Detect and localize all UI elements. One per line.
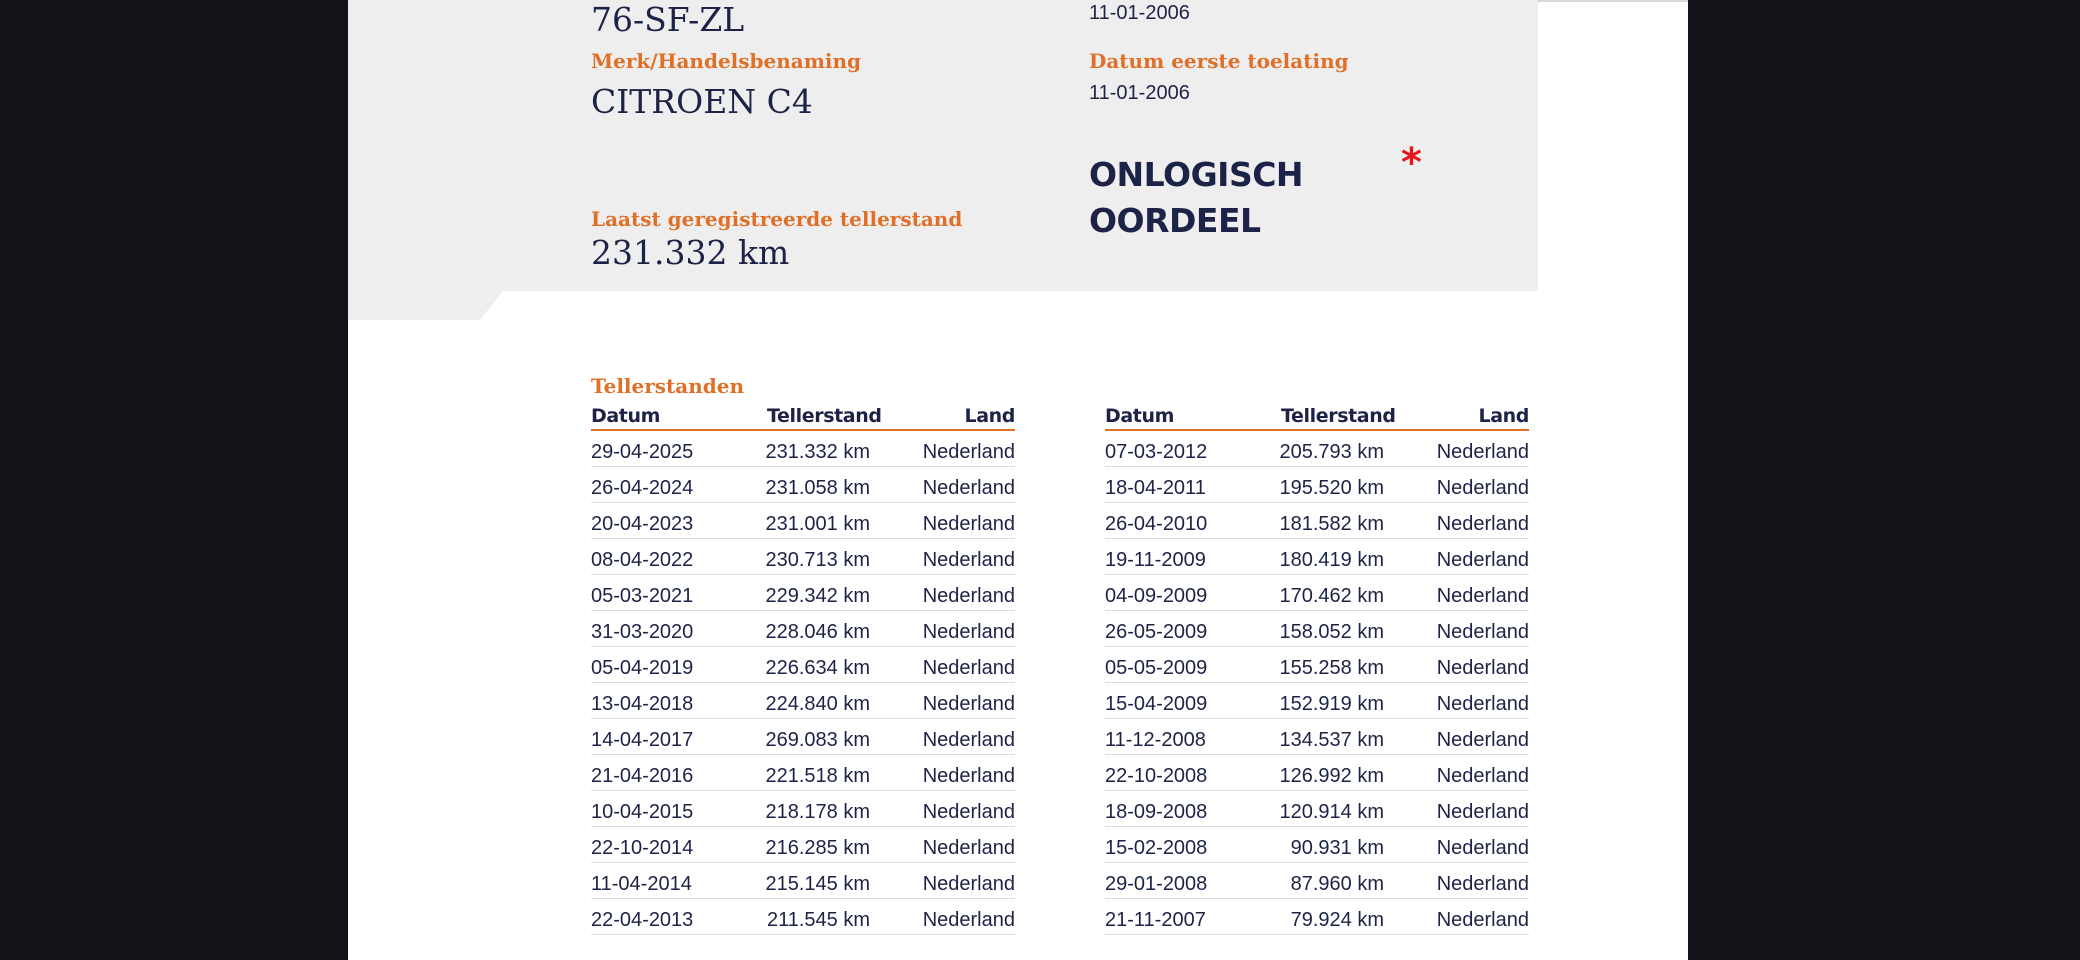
cell-date: 18-04-2011	[1105, 477, 1206, 499]
cell-date: 08-04-2022	[591, 549, 694, 571]
table-row	[1105, 899, 1529, 935]
cell-date: 31-03-2020	[591, 621, 694, 643]
cell-country: Nederland	[922, 909, 1015, 931]
cell-odometer: 90.931 km	[1290, 837, 1384, 859]
readings-title: Tellerstanden	[591, 374, 745, 398]
verdict-asterisk: *	[1401, 140, 1422, 186]
cell-country: Nederland	[922, 801, 1015, 823]
cell-date: 26-04-2024	[591, 477, 694, 499]
cell-odometer: 120.914 km	[1279, 801, 1384, 823]
cell-date: 05-04-2019	[591, 657, 694, 679]
cell-date: 26-04-2010	[1105, 513, 1208, 535]
table-header	[591, 405, 1015, 431]
cell-date: 05-05-2009	[1105, 657, 1208, 679]
table-body	[591, 431, 1015, 935]
table-row	[1105, 503, 1529, 539]
cell-date: 10-04-2015	[591, 801, 694, 823]
registration-date: 11-01-2006	[1089, 2, 1190, 24]
header-odometer: Tellerstand	[767, 405, 882, 427]
cell-odometer: 218.178 km	[765, 801, 870, 823]
cell-date: 21-11-2007	[1105, 909, 1206, 931]
cell-country: Nederland	[1436, 657, 1529, 679]
cell-odometer: 211.545 km	[766, 909, 870, 931]
cell-country: Nederland	[922, 765, 1015, 787]
cell-country: Nederland	[1436, 477, 1529, 499]
header-odometer: Tellerstand	[1281, 405, 1396, 427]
cell-country: Nederland	[922, 441, 1015, 463]
cell-date: 15-04-2009	[1105, 693, 1208, 715]
table-row	[1105, 467, 1529, 503]
table-row	[591, 575, 1015, 611]
cell-date: 22-04-2013	[591, 909, 694, 931]
cell-odometer: 221.518 km	[765, 765, 870, 787]
cell-country: Nederland	[1436, 585, 1529, 607]
table-row	[1105, 431, 1529, 467]
cell-odometer: 79.924 km	[1290, 909, 1384, 931]
header-country: Land	[1478, 405, 1529, 427]
table-row	[591, 719, 1015, 755]
cell-country: Nederland	[922, 477, 1015, 499]
table-row	[1105, 863, 1529, 899]
table-row	[1105, 647, 1529, 683]
cell-date: 19-11-2009	[1105, 549, 1206, 571]
table-row	[1105, 539, 1529, 575]
table-row	[591, 827, 1015, 863]
cell-country: Nederland	[922, 873, 1015, 895]
cell-country: Nederland	[1436, 729, 1529, 751]
table-row	[591, 539, 1015, 575]
cell-country: Nederland	[922, 729, 1015, 751]
table-row	[591, 791, 1015, 827]
cell-date: 29-04-2025	[591, 441, 694, 463]
cell-odometer: 226.634 km	[765, 657, 870, 679]
cell-date: 04-09-2009	[1105, 585, 1208, 607]
table-row	[591, 647, 1015, 683]
table-header	[1105, 405, 1529, 431]
cell-odometer: 228.046 km	[765, 621, 870, 643]
report-page	[348, 0, 1688, 960]
cell-country: Nederland	[922, 585, 1015, 607]
cell-date: 22-10-2008	[1105, 765, 1208, 787]
cell-country: Nederland	[922, 657, 1015, 679]
cell-odometer: 231.001 km	[765, 513, 870, 535]
cell-odometer: 269.083 km	[765, 729, 870, 751]
cell-odometer: 231.332 km	[765, 441, 870, 463]
cell-country: Nederland	[1436, 765, 1529, 787]
cell-odometer: 205.793 km	[1279, 441, 1384, 463]
header-country: Land	[964, 405, 1015, 427]
license-plate: 76-SF-ZL	[591, 0, 745, 39]
table-row	[1105, 719, 1529, 755]
cell-country: Nederland	[922, 837, 1015, 859]
readings-table-right	[1105, 405, 1529, 935]
vehicle-info-panel	[348, 0, 1538, 320]
cell-odometer: 126.992 km	[1279, 765, 1384, 787]
cell-date: 07-03-2012	[1105, 441, 1208, 463]
cell-odometer: 216.285 km	[765, 837, 870, 859]
cell-date: 15-02-2008	[1105, 837, 1208, 859]
cell-odometer: 224.840 km	[765, 693, 870, 715]
cell-date: 13-04-2018	[591, 693, 694, 715]
first-admission-value: 11-01-2006	[1089, 82, 1190, 104]
table-row	[1105, 827, 1529, 863]
table-body	[1105, 431, 1529, 935]
cell-country: Nederland	[1436, 549, 1529, 571]
cell-date: 21-04-2016	[591, 765, 694, 787]
cell-country: Nederland	[922, 621, 1015, 643]
cell-country: Nederland	[922, 693, 1015, 715]
table-row	[591, 431, 1015, 467]
verdict	[1089, 152, 1303, 244]
cell-country: Nederland	[922, 549, 1015, 571]
verdict-line-1: ONLOGISCH	[1089, 155, 1304, 194]
first-admission-label: Datum eerste toelating	[1089, 49, 1349, 73]
cell-date: 20-04-2023	[591, 513, 694, 535]
cell-country: Nederland	[1436, 693, 1529, 715]
cell-odometer: 180.419 km	[1279, 549, 1384, 571]
cell-odometer: 229.342 km	[765, 585, 870, 607]
cell-odometer: 152.919 km	[1279, 693, 1384, 715]
brand-label: Merk/Handelsbenaming	[591, 49, 862, 73]
cell-odometer: 231.058 km	[765, 477, 870, 499]
cell-date: 11-04-2014	[591, 873, 692, 895]
table-row	[1105, 575, 1529, 611]
cell-country: Nederland	[1436, 441, 1529, 463]
cell-odometer: 215.145 km	[765, 873, 870, 895]
table-row	[591, 683, 1015, 719]
cell-date: 05-03-2021	[591, 585, 694, 607]
cell-country: Nederland	[1436, 513, 1529, 535]
cell-country: Nederland	[922, 513, 1015, 535]
brand-value: CITROEN C4	[591, 82, 813, 121]
cell-country: Nederland	[1436, 621, 1529, 643]
table-row	[591, 503, 1015, 539]
cell-odometer: 181.582 km	[1279, 513, 1384, 535]
cell-odometer: 155.258 km	[1279, 657, 1384, 679]
cell-odometer: 195.520 km	[1279, 477, 1384, 499]
cell-odometer: 87.960 km	[1290, 873, 1384, 895]
table-row	[591, 899, 1015, 935]
table-row	[1105, 755, 1529, 791]
cell-date: 22-10-2014	[591, 837, 694, 859]
cell-date: 29-01-2008	[1105, 873, 1208, 895]
table-row	[591, 611, 1015, 647]
cell-date: 26-05-2009	[1105, 621, 1208, 643]
cell-odometer: 134.537 km	[1279, 729, 1384, 751]
odometer-label: Laatst geregistreerde tellerstand	[591, 207, 963, 231]
cell-country: Nederland	[1436, 909, 1529, 931]
cell-date: 14-04-2017	[591, 729, 694, 751]
odometer-value: 231.332 km	[591, 233, 790, 272]
header-date: Datum	[591, 405, 660, 427]
verdict-line-2: OORDEEL	[1089, 201, 1261, 240]
header-date: Datum	[1105, 405, 1174, 427]
cell-odometer: 158.052 km	[1279, 621, 1384, 643]
table-row	[591, 467, 1015, 503]
cell-odometer: 170.462 km	[1279, 585, 1384, 607]
table-row	[591, 863, 1015, 899]
cell-date: 18-09-2008	[1105, 801, 1208, 823]
table-row	[1105, 791, 1529, 827]
cell-country: Nederland	[1436, 801, 1529, 823]
cell-country: Nederland	[1436, 873, 1529, 895]
readings-table-left	[591, 405, 1015, 935]
table-row	[1105, 611, 1529, 647]
table-row	[1105, 683, 1529, 719]
cell-date: 11-12-2008	[1105, 729, 1206, 751]
table-row	[591, 755, 1015, 791]
cell-odometer: 230.713 km	[765, 549, 870, 571]
cell-country: Nederland	[1436, 837, 1529, 859]
